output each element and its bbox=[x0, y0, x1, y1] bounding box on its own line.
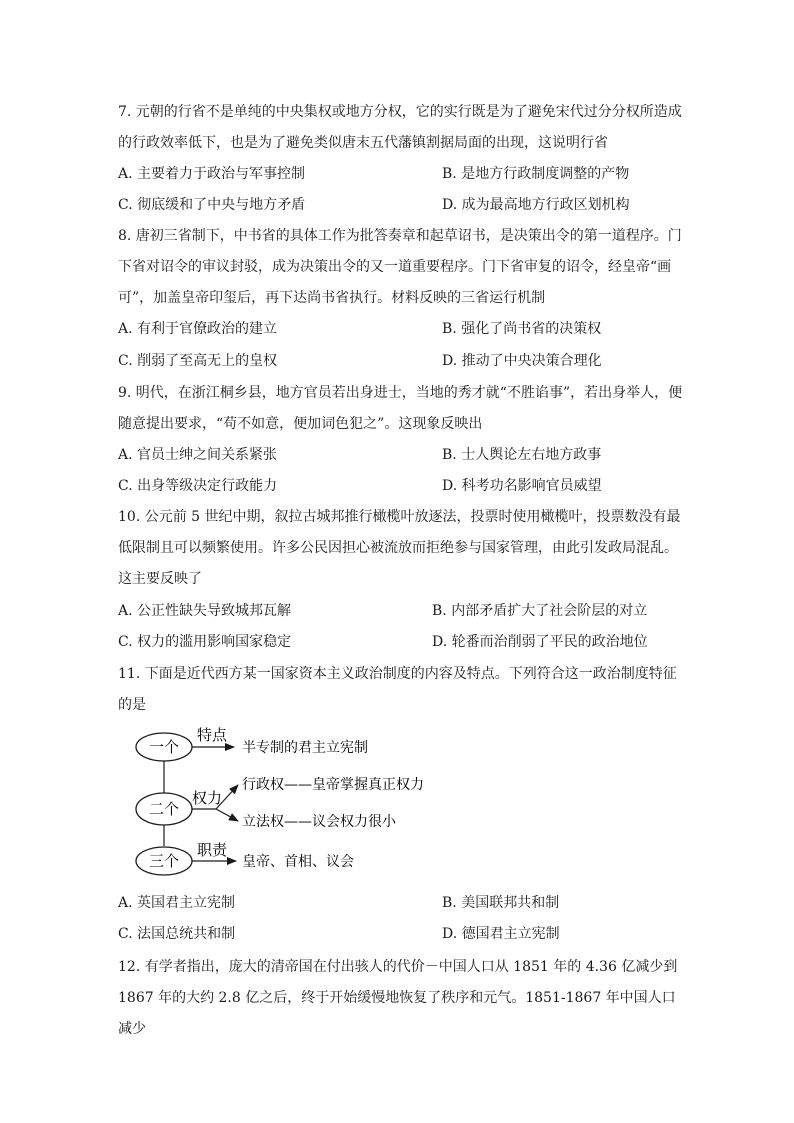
text-executive-power: 行政权——皇帝掌握真正权力 bbox=[242, 777, 424, 793]
question-9-stem: 9. 明代，在浙江桐乡县，地方官员若出身进士，当地的秀才就“不胜谄事”，若出身举人，便随意提出要求，“苟不如意，便加词色犯之”。这现象反映出 bbox=[118, 385, 683, 432]
question-11-option-d: D. 德国君主立宪制 bbox=[442, 926, 560, 942]
text-legislative-power: 立法权——议会权力很小 bbox=[242, 814, 396, 830]
label-features: 特点 bbox=[197, 726, 228, 744]
node-3-label: 三个 bbox=[148, 852, 180, 870]
text-emperor-chancellor-parliament: 皇帝、首相、议会 bbox=[242, 854, 354, 870]
question-7-option-b: B. 是地方行政制度调整的产物 bbox=[442, 166, 630, 182]
question-9-option-a: A. 官员士绅之间关系紧张 bbox=[118, 447, 278, 463]
question-9-option-b: B. 士人舆论左右地方政事 bbox=[442, 447, 602, 463]
question-10-option-d: D. 轮番而治削弱了平民的政治地位 bbox=[432, 634, 648, 650]
question-11-stem: 11. 下面是近代西方某一国家资本主义政治制度的内容及特点。下列符合这一政治制度特征的是 bbox=[118, 666, 677, 713]
label-duties: 职责 bbox=[197, 841, 228, 859]
question-8-option-a: A. 有利于官僚政治的建立 bbox=[118, 321, 278, 337]
question-7-option-d: D. 成为最高地方行政区划机构 bbox=[442, 197, 630, 213]
node-1-label: 一个 bbox=[148, 738, 180, 756]
question-8-option-c: C. 削弱了至高无上的皇权 bbox=[118, 353, 278, 369]
question-8-option-d: D. 推动了中央决策合理化 bbox=[442, 353, 602, 369]
question-8-stem: 8. 唐初三省制下，中书省的具体工作为批答奏章和起草诏书，是决策出令的第一道程序。门下省对诏令的审议封驳，成为决策出令的又一道重要程序。门下省审复的诏令，经皇帝“画可”，加盖皇帝印玺后，再下达尚书省执行。材料反映的三省运行机制 bbox=[118, 228, 682, 306]
question-8-option-b: B. 强化了尚书省的决策权 bbox=[442, 321, 602, 337]
question-10-option-a: A. 公正性缺失导致城邦瓦解 bbox=[118, 603, 292, 619]
question-11-option-c: C. 法国总统共和制 bbox=[118, 926, 236, 942]
question-7-stem: 7. 元朝的行省不是单纯的中央集权或地方分权，它的实行既是为了避免宋代过分分权所造成的行政效率低下，也是为了避免类似唐末五代藩镇割据局面的出现，这说明行省 bbox=[118, 104, 682, 151]
question-9-option-d: D. 科考功名影响官员威望 bbox=[442, 478, 602, 494]
question-7-option-c: C. 彻底缓和了中央与地方矛盾 bbox=[118, 197, 306, 213]
question-10-option-b: B. 内部矛盾扩大了社会阶层的对立 bbox=[432, 603, 648, 619]
question-7-option-a: A. 主要着力于政治与军事控制 bbox=[118, 166, 306, 182]
question-10-stem: 10. 公元前 5 世纪中期，叙拉古城邦推行橄榄叶放逐法，投票时使用橄榄叶，投票数没有最低限制且可以频繁使用。许多公民因担心被流放而拒绝参与国家管理，由此引发政局混乱。这主要反映了 bbox=[118, 509, 681, 587]
question-11-option-b: B. 美国联邦共和制 bbox=[442, 895, 560, 911]
arrow-2-down bbox=[216, 809, 238, 821]
node-2-label: 二个 bbox=[148, 800, 180, 818]
question-11-option-a: A. 英国君主立宪制 bbox=[118, 895, 236, 911]
question-12-stem: 12. 有学者指出，庞大的清帝国在付出骇人的代价－中国人口从 1851 年的 4.36 亿减少到 1867 年的大约 2.8 亿之后，终于开始缓慢地恢复了秩序和元气。1851-1867 年中国人口减少 bbox=[118, 959, 678, 1037]
question-10-option-c: C. 权力的滥用影响国家稳定 bbox=[118, 634, 292, 650]
question-9-option-c: C. 出身等级决定行政能力 bbox=[118, 478, 278, 494]
political-system-diagram bbox=[120, 725, 480, 885]
text-semi-autocratic: 半专制的君主立宪制 bbox=[242, 740, 368, 756]
label-power: 权力 bbox=[192, 789, 223, 807]
